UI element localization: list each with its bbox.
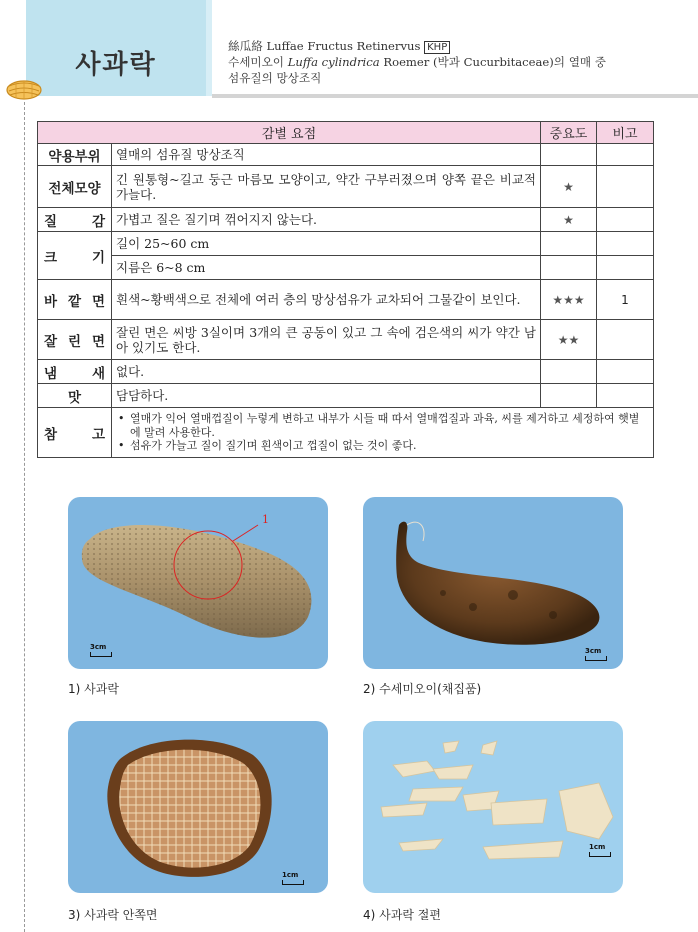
origin-line: [228, 54, 688, 70]
photo-caption: 3) 사과락 안쪽면: [68, 908, 158, 922]
importance: [541, 360, 597, 384]
row-content: 가볍고 질은 질기며 꺾어지지 않는다.: [112, 208, 541, 232]
photo-luffa-inner: [68, 721, 328, 893]
row-content: 없다.: [112, 360, 541, 384]
note: [597, 256, 654, 280]
note: [597, 166, 654, 208]
importance: ★: [541, 208, 597, 232]
table-row: [38, 384, 654, 408]
photo-caption: 1) 사과락: [68, 682, 119, 696]
row-content: 긴 원통형~길고 둥근 마름모 모양이고, 약간 구부러졌으며 양쪽 끝은 비교적 가늘다.: [112, 166, 541, 208]
row-label: 잘 린 면: [44, 333, 105, 350]
header-note: 비고: [597, 122, 654, 144]
row-label: 냄 새: [44, 365, 105, 382]
table-row: [38, 280, 654, 320]
luffa-inner-image: [68, 721, 328, 893]
importance: [541, 384, 597, 408]
table-row: [38, 360, 654, 384]
note: [597, 144, 654, 166]
row-label: 바 깥 면: [44, 293, 105, 310]
note: [597, 384, 654, 408]
table-row: [38, 320, 654, 360]
scale-bar: 1cm: [589, 843, 611, 857]
plant-family: Roemer (박과 Cucurbitaceae)의 열매 중: [383, 55, 606, 69]
photo-caption: 4) 사과락 절편: [363, 908, 441, 922]
importance: [541, 144, 597, 166]
row-label: 질 감: [44, 213, 105, 230]
scale-bar: 3cm: [585, 647, 607, 661]
title-box: [26, 0, 206, 96]
scale-bar: 3cm: [90, 643, 112, 657]
luffa-fruit-image: [363, 497, 623, 669]
importance: ★: [541, 166, 597, 208]
scale-bar: 1cm: [282, 871, 304, 885]
latin-name: 絲瓜絡 Luffae Fructus Retinervus: [228, 39, 421, 53]
table-row: [38, 144, 654, 166]
header-rule: [212, 94, 698, 98]
row-content: 길이 25~60 cm: [112, 232, 541, 256]
photo-luffa-slices: [363, 721, 623, 893]
plant-korean-name: 수세미오이: [228, 55, 284, 69]
reference-item: • 열매가 익어 열매껍질이 누렇게 변하고 내부가 시들 때 따서 열매껍질과 과육, 씨를 제거하고 세정하여 햇볕에 말려 사용한다.: [118, 412, 640, 439]
importance: [541, 232, 597, 256]
row-label: 전체모양: [48, 180, 101, 197]
part-line: 섬유질의 망상조직: [228, 71, 322, 85]
importance: ★★: [541, 320, 597, 360]
note: [597, 208, 654, 232]
row-label: 참 고: [44, 426, 105, 443]
latin-name-line: [228, 38, 688, 54]
plant-scientific-name: Luffa cylindrica: [287, 55, 380, 69]
header-main: 감별 요점: [38, 122, 541, 144]
header-description: [228, 38, 688, 86]
reference-content: [112, 408, 654, 458]
herb-bundle-icon: [4, 76, 44, 102]
photo-luffa-fruit: [363, 497, 623, 669]
page-title: 사과락: [75, 50, 157, 80]
row-label: 크 기: [44, 249, 105, 266]
reference-item: • 섬유가 가늘고 질이 질기며 흰색이고 껍질이 없는 것이 좋다.: [118, 439, 417, 453]
luffa-slices-image: [363, 721, 623, 893]
row-content: 흰색~황백색으로 전체에 여러 층의 망상섬유가 교차되어 그물같이 보인다.: [112, 280, 541, 320]
table-row: [38, 256, 654, 280]
note: [597, 360, 654, 384]
note: 1: [597, 280, 654, 320]
table-header-row: [38, 122, 654, 144]
importance: ★★★: [541, 280, 597, 320]
photo-luffa-dried: [68, 497, 328, 669]
row-content: 잘린 면은 씨방 3실이며 3개의 큰 공동이 있고 그 속에 검은색의 씨가 약간 남아 있기도 한다.: [112, 320, 541, 360]
row-content: 지름은 6~8 cm: [112, 256, 541, 280]
table-row: [38, 232, 654, 256]
row-label: 맛: [67, 389, 82, 406]
row-label: 약용부위: [48, 148, 101, 165]
table-row: [38, 208, 654, 232]
row-content: 담담하다.: [112, 384, 541, 408]
callout-number: 1: [262, 513, 269, 526]
title-box-edge: [206, 0, 212, 96]
note: [597, 320, 654, 360]
identification-table: [37, 121, 654, 458]
table-row: [38, 166, 654, 208]
row-content: 열매의 섬유질 망상조직: [112, 144, 541, 166]
khp-badge: KHP: [424, 41, 450, 54]
photo-caption: 2) 수세미오이(채집품): [363, 682, 482, 696]
importance: [541, 256, 597, 280]
note: [597, 232, 654, 256]
header-importance: 중요도: [541, 122, 597, 144]
table-row-reference: [38, 408, 654, 458]
margin-dash-line: [24, 102, 25, 932]
